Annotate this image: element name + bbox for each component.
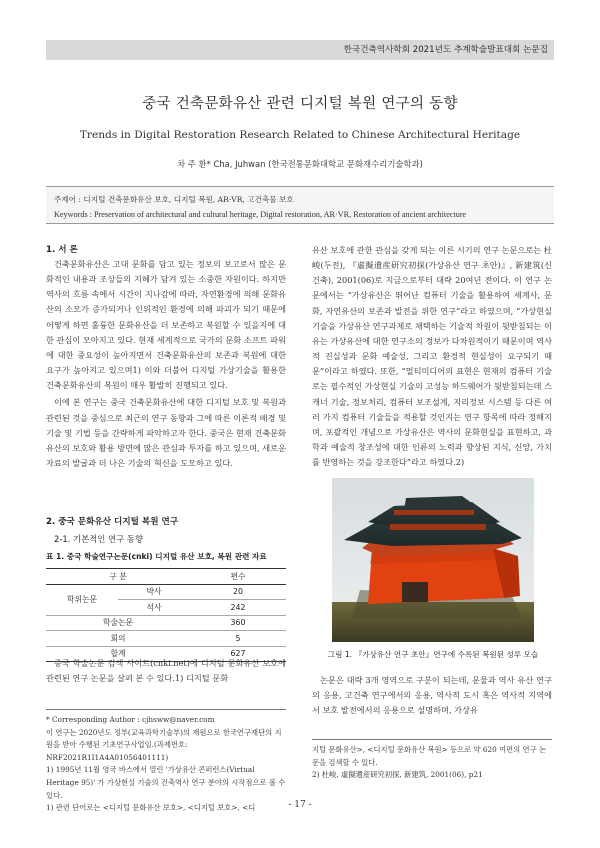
section-2-block bbox=[46, 515, 286, 545]
conference-header bbox=[46, 40, 554, 60]
table-cell-count: 627 bbox=[190, 646, 286, 662]
keywords-korean: 주제어 : 디지털 건축문화유산 보호, 디지털 복원, AR·VR, 고건축물 보호 bbox=[54, 195, 294, 204]
intro-paragraph-2: 이에 본 연구는 중국 건축문화유산에 대한 디지털 보호 및 복원과 관련된 것을 중심으로 최근의 연구 동향과 그에 따른 이론적 배경 및 기술 및 기법 등을 간략하게 파악하고자 한다. 중국은 현재 건축문화유산의 보호와 활용 방면에 많은 관심과 투자를 하고 있으며, 새로운 자료의 발굴과 더 나은 기술의 혁신을 도모하고 있다. bbox=[46, 397, 286, 469]
table-caption: 표 1. 중국 학술연구논문(cnki) 디지털 유산 보호, 복원 관련 자료 bbox=[46, 552, 267, 561]
conference-name: 한국건축역사학회 2021년도 추계학술발표대회 논문집 bbox=[343, 45, 548, 55]
table-cell-count: 5 bbox=[190, 631, 286, 647]
table-row bbox=[46, 631, 286, 647]
table-cell-category: 회의 bbox=[46, 631, 190, 647]
table-cell-category: 학위논문 bbox=[46, 584, 118, 615]
paper-title-korean: 중국 건축문화유산 관련 디지털 복원 연구의 동향 bbox=[142, 96, 458, 112]
footnotes-left bbox=[46, 709, 286, 815]
table-row bbox=[46, 615, 286, 631]
subsection-heading-2-1: 2-1. 기본적인 연구 동향 bbox=[54, 534, 144, 544]
page-number: - 17 - bbox=[288, 800, 312, 810]
section-heading-intro: 1. 서 론 bbox=[46, 245, 78, 255]
table-cell-subcategory: 석사 bbox=[118, 600, 190, 616]
author-line: 차 주 환* Cha, Juhwan (한국전통문화대학교 문화재수리기술학과) bbox=[177, 159, 423, 169]
right-column-paragraph: 유산 보호에 관한 관심을 갖게 되는 이른 시기의 연구 논문으로는 杜峻(두전), 『虛擬遺産研究初探(가상유산 연구 초안)』, 新建筑(신건축), 2001(06)로 지금으로부터 대략 20여년 전이다. 이 연구 논문에서는 “가상유산은 뛰어난 컴퓨터 기술을 활용하여 세계사, 문화, 자연유산의 보존과 발전을 위한 연구”라고 하였으며, “가상현실 기술을 가상유산 연구과제로 채택하는 기술적 차원이 뒷받침되는 이유는 가상유산에 대한 연구소의 정보가 다차원적이기 때문이며 역사적 진실성과 문화 예술성, 그리고 환경적 현실성이 요구되기 때문”이라고 하였다. 또한, “멀티미디어의 표현은 현재의 컴퓨터 기술로는 필수적인 가상현실 기술의 고성능 하드웨어가 뒷받침되는데 스캐너 기술, 정보처리, 컴퓨터 보조설계, 지리정보 시스템 등 다른 여러 가지 컴퓨터 기술들을 적용할 것인지는 연구 항목에 따라 정해지며, 포괄적인 개념으로 가상유산은 역사의 문화현실을 표현하고, 과학과 예술적 창조성에 대한 인류의 노력과 향상된 지식, 신앙, 가치를 반영하는 것을 강조한다”라고 하였다.2) bbox=[312, 245, 552, 468]
footnote: * Corresponding Author : cjhsww@naver.com bbox=[46, 715, 215, 724]
table-cell-category: 학술논문 bbox=[46, 615, 190, 631]
table-row bbox=[46, 584, 286, 600]
table-cell-category: 합계 bbox=[46, 646, 190, 662]
table-cell-count: 242 bbox=[190, 600, 286, 616]
footnote: 지털 문화유산>, <디지털 문화유산 복원> 등으로 약 620 여편의 연구 논문을 검색할 수 있다. bbox=[312, 745, 547, 767]
figure-gate-tower-image bbox=[332, 478, 534, 642]
stats-table bbox=[46, 568, 286, 662]
footnote: 1) 1995년 11월 영국 바스에서 열린 '가상유산 콘퍼런스(Virtual Heritage 95)' 가 가상현실 기술의 건축역사 연구 분야의 시작점으로 볼 수 있다. bbox=[46, 765, 286, 800]
footnote: 이 연구는 2020년도 정부(교육과학기술부)의 재원으로 한국연구재단의 지원을 받아 수행된 기초연구사업임.(과제번호: NRF2021R1I1A4A01056401111) bbox=[46, 727, 282, 762]
section-heading-2: 2. 중국 문화유산 디지털 복원 연구 bbox=[46, 517, 179, 527]
table-cell-count: 20 bbox=[190, 584, 286, 600]
footnote: 2) 杜峻, 虛擬遺産研究初探, 新建筑, 2001(06), p21 bbox=[312, 770, 483, 780]
paragraph-after-figure: 논문은 대략 3개 영역으로 구분이 되는데, 문물과 역사 유산 연구의 응용, 고건축 연구에서의 응용, 역사적 도시 혹은 역사적 지역에서 보호 발전에서의 응용으로 설명하며, 가상유 bbox=[312, 675, 552, 716]
table-cell-count: 360 bbox=[190, 615, 286, 631]
paper-title-english: Trends in Digital Restoration Research Related to Chinese Architectural Heritage bbox=[79, 129, 521, 141]
footnote: 1) 관련 단어로는 <디지털 문화유산 보호>, <디지털 보호>, <디 bbox=[46, 803, 256, 813]
left-column bbox=[46, 243, 286, 471]
right-column bbox=[312, 243, 552, 470]
figure-caption: 그림 1. 『가상유산 연구 초안』연구에 수록된 복원된 성루 모습 bbox=[327, 650, 539, 659]
paragraph-after-table: 중국 학술논문 검색 사이트(cnki.net)에 디지털 문화유산 보호에 관련된 연구 논문을 살펴 본 수 있다.1) 디지털 문화 bbox=[46, 658, 286, 684]
table-header-kind: 구 분 bbox=[46, 569, 190, 585]
keywords-english: Keywords : Preservation of architectural and cultural heritage, Digital restoration, AR·VR, Restoration of ancient architecture bbox=[54, 210, 467, 219]
table-header-row bbox=[46, 569, 286, 585]
gate-tower-illustration bbox=[332, 478, 534, 642]
keywords-box bbox=[46, 186, 554, 224]
table-header-count: 편수 bbox=[190, 569, 286, 585]
table-cell-subcategory: 박사 bbox=[118, 584, 190, 600]
footnotes-right bbox=[312, 739, 552, 782]
intro-paragraph-1: 건축문화유산은 고대 문화를 담고 있는 정보의 보고로서 많은 문화적인 내용과 조상들의 지혜가 담겨 있는 소중한 자원이다. 하지만 역사의 흐름 속에서 시간이 지나감에 따라, 자연환경에 의해 문화유산의 소모가 증가되거나 인위적인 환경에 의해 파괴가 되기 때문에 어떻게 하면 훌륭한 문화유산을 더 보존하고 복원할 수 있을지에 대한 관심이 모아지고 있다. 현재 세계적으로 국가의 문화 소프트 파워에 대한 중요성이 높아지면서 건축문화유산의 보존과 복원에 대한 요구가 높아지고 있으며1) 이와 더불어 디지털 가상기술을 활용한 건축문화유산의 복원이 매우 활발히 진행되고 있다. bbox=[46, 259, 286, 391]
